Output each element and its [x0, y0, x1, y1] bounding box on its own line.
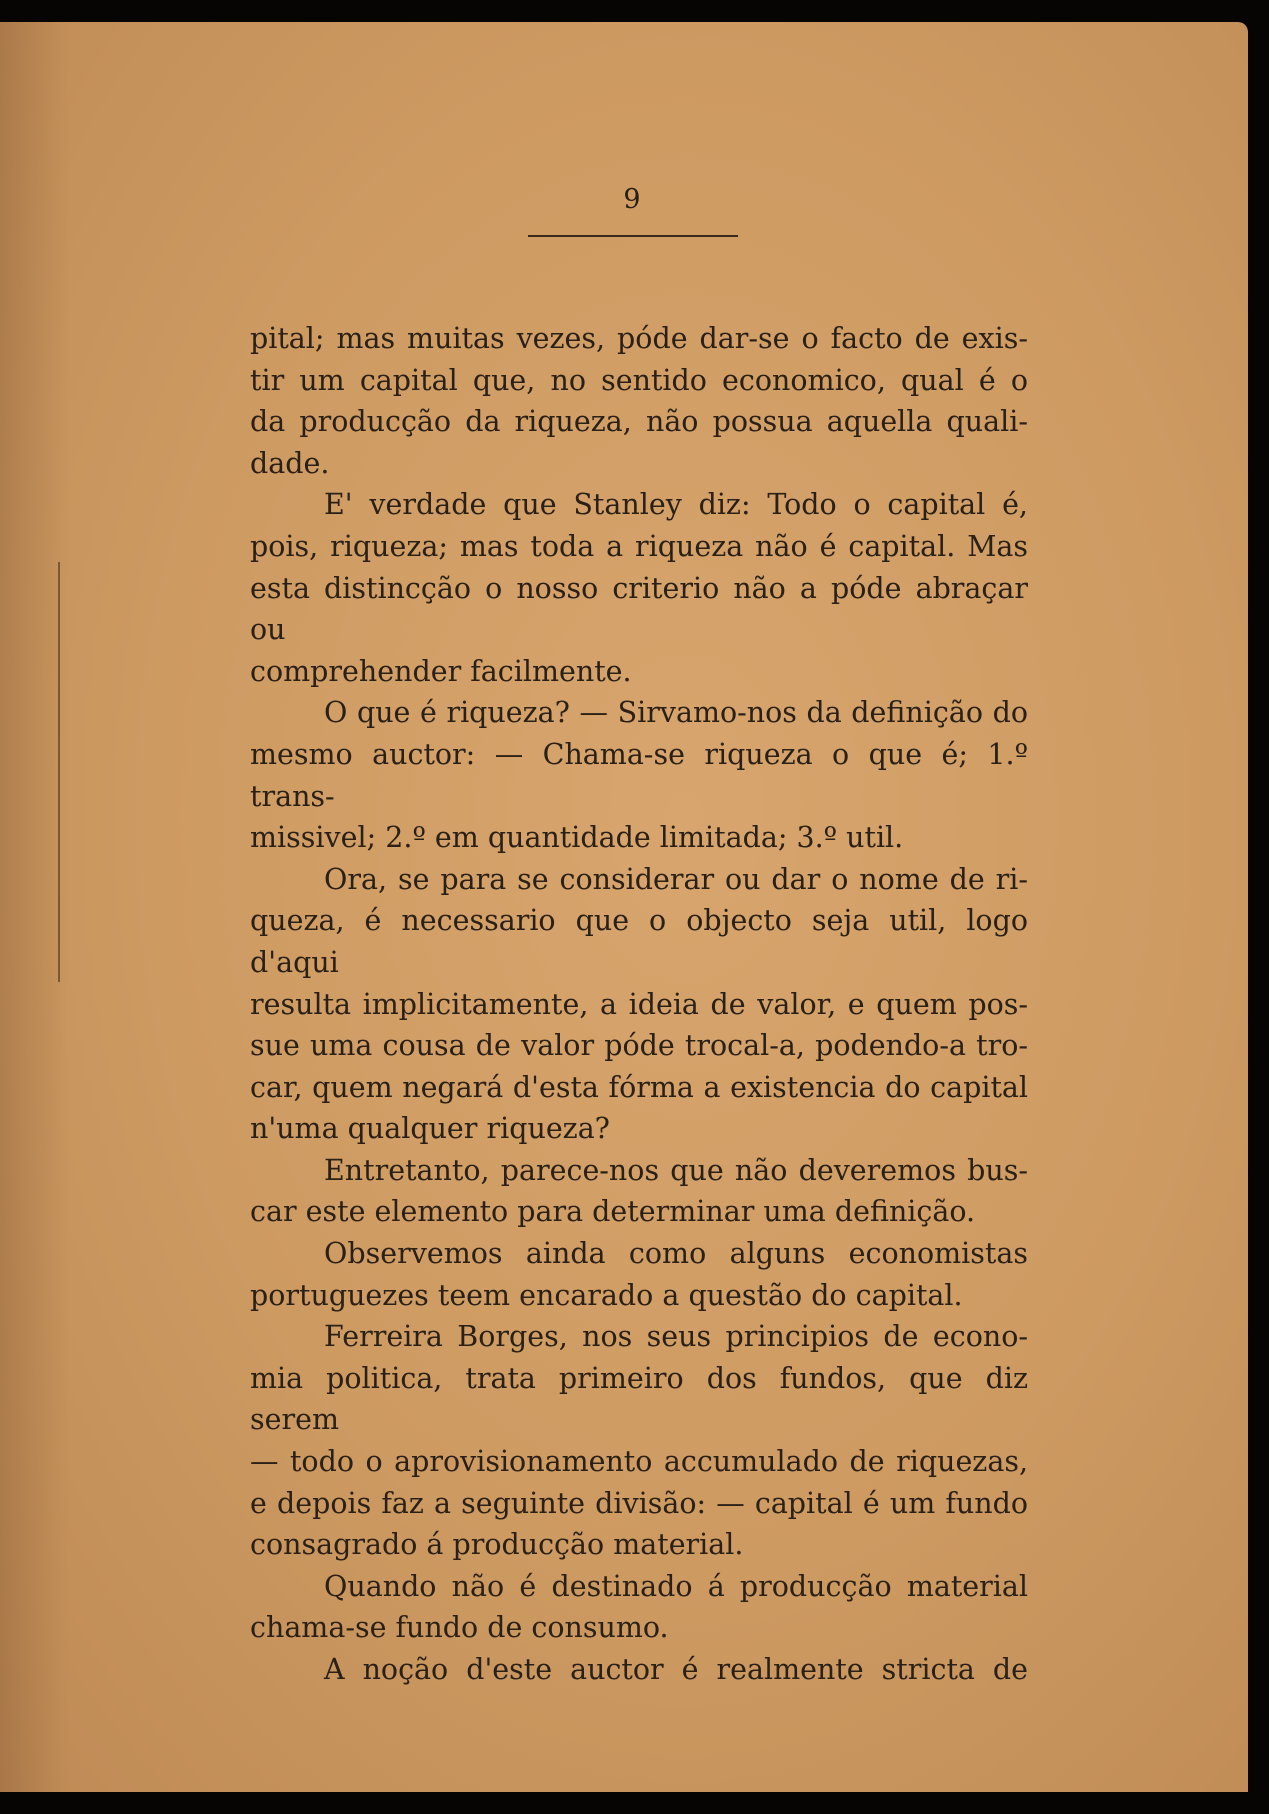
text-line: missivel; 2.º em quantidade limitada; 3.º util. — [250, 821, 904, 855]
text-line: O que é riqueza? — Sirvamo-nos da definição do — [324, 696, 1028, 730]
text-line: E' verdade que Stanley diz: Todo o capital é, — [324, 488, 1028, 522]
text-line: resulta implicitamente, a ideia de valor, e quem pos- — [250, 987, 1028, 1021]
book-page — [0, 22, 1248, 1792]
text-line: A noção d'este auctor é realmente stricta de — [324, 1653, 1028, 1686]
text-line: Observemos ainda como alguns economistas — [324, 1237, 1028, 1271]
text-line: car, quem negará d'esta fórma a existencia do capital — [250, 1070, 1028, 1104]
text-line: comprehender facilmente. — [250, 654, 632, 688]
text-line: dade. — [250, 446, 330, 480]
body-text — [250, 318, 1028, 1691]
text-line: queza, é necessario que o objecto seja util, logo d'aqui — [250, 904, 1028, 979]
text-line: Ferreira Borges, nos seus principios de econo- — [324, 1320, 1028, 1354]
text-line: mia politica, trata primeiro dos fundos, que diz serem — [250, 1361, 1028, 1437]
text-line: pois, riqueza; mas toda a riqueza não é capital. Mas — [250, 529, 1028, 563]
text-line: tir um capital que, no sentido economico, qual é o — [250, 363, 1028, 397]
text-line: esta distincção o nosso criterio não a póde abraçar ou — [250, 571, 1028, 647]
text-line: e depois faz a seguinte divisão: — capital é um fundo — [250, 1486, 1028, 1520]
text-line: Entretanto, parece-nos que não deveremos bus- — [324, 1153, 1028, 1187]
text-line: car este elemento para determinar uma definição. — [250, 1195, 976, 1229]
text-line: da producção da riqueza, não possua aquella quali- — [250, 405, 1028, 439]
text-line: n'uma qualquer riqueza? — [250, 1112, 610, 1146]
text-line: chama-se fundo de consumo. — [250, 1611, 669, 1645]
text-line: pital; mas muitas vezes, póde dar-se o facto de exis- — [250, 322, 1028, 355]
text-line: — todo o aprovisionamento accumulado de riquezas, — [250, 1445, 1028, 1479]
page-number: 9 — [623, 184, 641, 215]
text-line: Quando não é destinado á producção material — [324, 1569, 1028, 1603]
text-line: Ora, se para se considerar ou dar o nome de ri- — [324, 862, 1028, 896]
binding-edge — [58, 562, 60, 982]
text-line: sue uma cousa de valor póde trocal-a, podendo-a tro- — [250, 1029, 1028, 1063]
header-rule — [528, 235, 738, 237]
text-line: consagrado á producção material. — [250, 1528, 744, 1562]
text-line: portuguezes teem encarado a questão do capital. — [250, 1278, 963, 1312]
text-line: mesmo auctor: — Chama-se riqueza o que é; 1.º trans- — [250, 737, 1028, 813]
